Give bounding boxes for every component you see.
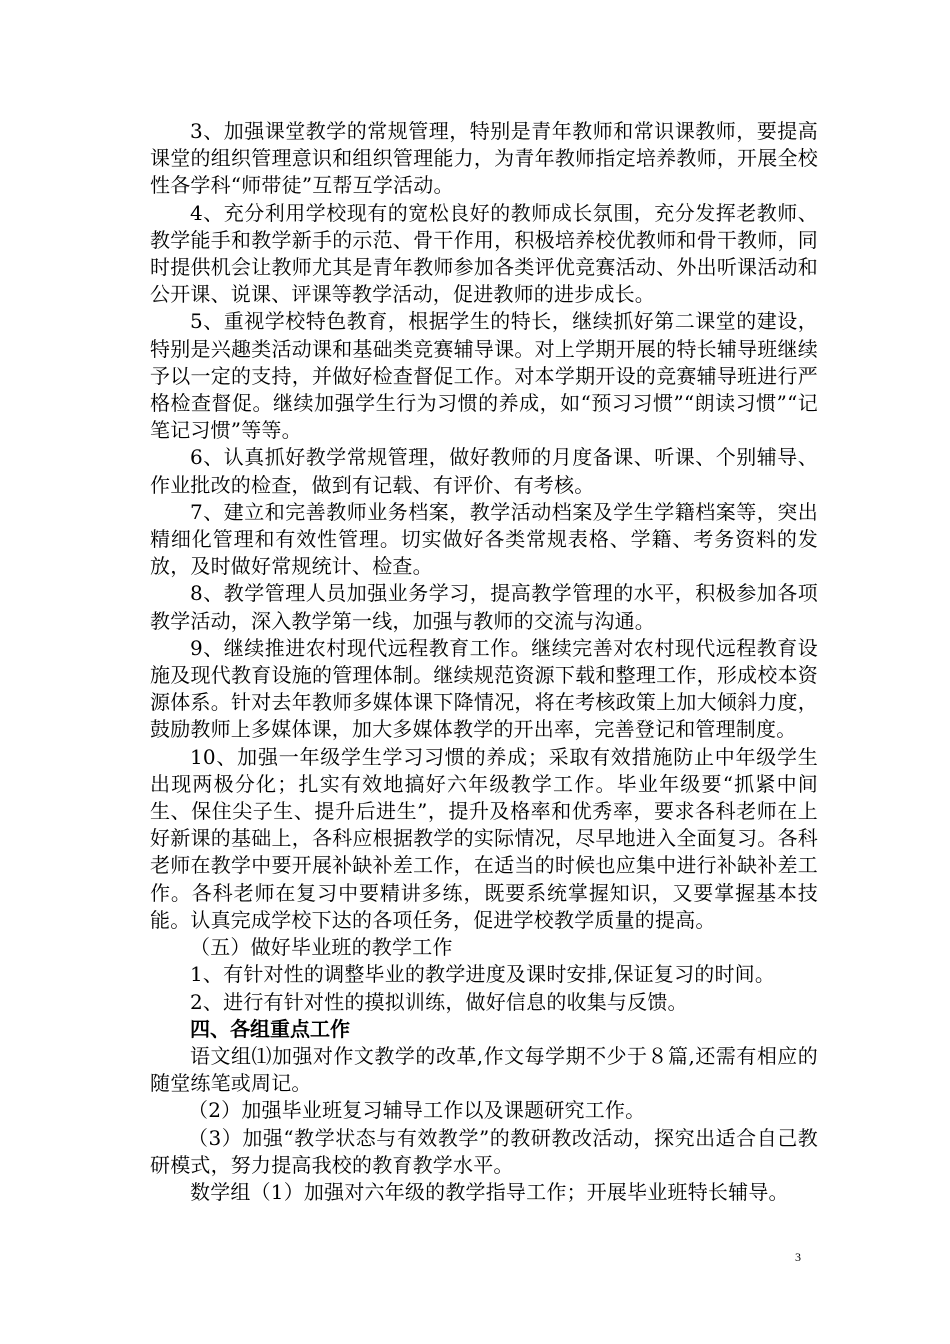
chinese-group-item-1: 语文组⑴加强对作文教学的改革,作文每学期不少于８篇,还需有相应的随堂练笔或周记。 [150, 1043, 818, 1096]
paragraph-item-3: 3、加强课堂教学的常规管理，特别是青年教师和常识课教师，要提高课堂的组织管理意识和组织管理能力，为青年教师指定培养教师，开展全校性各学科“师带徒”互帮互学活动。 [150, 119, 818, 198]
paragraph-item-9: 9、继续推进农村现代远程教育工作。继续完善对农村现代远程教育设施及现代教育设施的管理体制。继续规范资源下载和整理工作，形成校本资源体系。针对去年教师多媒体课下降情况，将在考核政策上加大倾斜力度，鼓励教师上多媒体课，加大多媒体教学的开出率，完善登记和管理制度。 [150, 635, 818, 742]
math-group-item-1: 数学组（1）加强对六年级的教学指导工作；开展毕业班特长辅导。 [190, 1179, 789, 1204]
paragraph-item-5: 5、重视学校特色教育，根据学生的特长，继续抓好第二课堂的建设，特别是兴趣类活动课和基础类竞赛辅导课。对上学期开展的特长辅导班继续予以一定的支持，并做好检查督促工作。对本学期开设的竞赛辅导班进行严格检查督促。继续加强学生行为习惯的养成，如“预习习惯”“朗读习惯”“记笔记习惯”等等。 [150, 309, 818, 443]
paragraph-item-7: 7、建立和完善教师业务档案，教学活动档案及学生学籍档案等，突出精细化管理和有效性管理。切实做好各类常规表格、学籍、考务资料的发放，及时做好常规统计、检查。 [150, 499, 818, 579]
paragraph-item-8: 8、教学管理人员加强业务学习，提高教学管理的水平，积极参加各项教学活动，深入教学第一线，加强与教师的交流与沟通。 [150, 581, 818, 633]
section-heading-group-work: 四、各组重点工作 [190, 1016, 350, 1041]
paragraph-item-6: 6、认真抓好教学常规管理，做好教师的月度备课、听课、个别辅导、作业批改的检查，做到有记载、有评价、有考核。 [150, 445, 818, 497]
paragraph-item-4: 4、充分利用学校现有的宽松良好的教师成长氛围，充分发挥老教师、教学能手和教学新手的示范、骨干作用，积极培养校优教师和骨干教师，同时提供机会让教师尤其是青年教师参加各类评优竞赛活动、外出听课活动和公开课、说课、评课等教学活动，促进教师的进步成长。 [150, 200, 818, 307]
graduation-item-2: 2、进行有针对性的摸拟训练，做好信息的收集与反馈。 [190, 989, 688, 1014]
document-body [150, 118, 818, 1206]
chinese-group-item-2: （2）加强毕业班复习辅导工作以及课题研究工作。 [188, 1098, 646, 1123]
paragraph-item-10: 10、加强一年级学生学习习惯的养成；采取有效措施防止中年级学生出现两极分化；扎实有效地搞好六年级教学工作。毕业年级要“抓紧中间生、保住尖子生、提升后进生”，提升及格率和优秀率，要求各科老师在上好新课的基础上，各科应根据教学的实际情况，尽早地进入全面复习。各科老师在教学中要开展补缺补差工作，在适当的时候也应集中进行补缺补差工作。各科老师在复习中要精讲多练，既要系统掌握知识，又要掌握基本技能。认真完成学校下达的各项任务，促进学校教学质量的提高。 [150, 744, 818, 932]
subsection-heading-graduation-class: （五）做好毕业班的教学工作 [190, 935, 453, 960]
graduation-item-1: 1、有针对性的调整毕业的教学进度及课时安排,保证复习的时间。 [190, 962, 776, 987]
chinese-group-item-3: （3）加强“教学状态与有效教学”的教研教改活动，探究出适合自己教研模式，努力提高我校的教育教学水平。 [150, 1125, 818, 1177]
page-number: 3 [795, 1250, 801, 1264]
